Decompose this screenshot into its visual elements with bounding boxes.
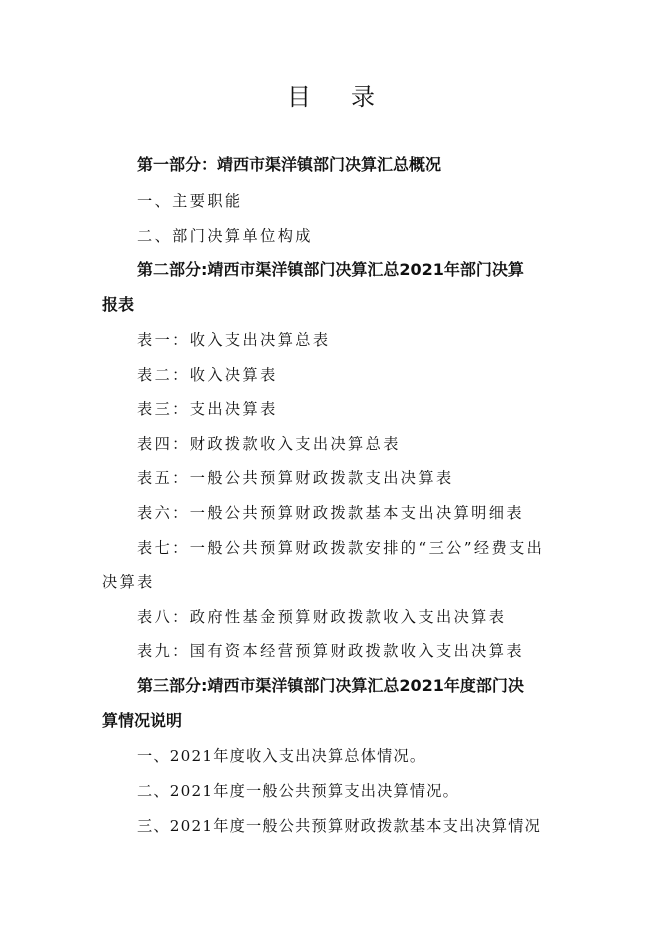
- toc-item-continued: 决算表: [102, 573, 155, 591]
- part2-heading-continued: 报表: [102, 295, 135, 314]
- part1-heading: 第一部分：靖西市渠洋镇部门决算汇总概况: [137, 155, 442, 174]
- toc-item: 表五：一般公共预算财政拨款支出决算表: [137, 469, 454, 487]
- toc-item: 三、2021年度一般公共预算财政拨款基本支出决算情况: [137, 817, 541, 835]
- toc-item: 表四：财政拨款收入支出决算总表: [137, 435, 401, 453]
- toc-item: 表七：一般公共预算财政拨款安排的“三公”经费支出: [137, 539, 545, 557]
- part2-heading: 第二部分:靖西市渠洋镇部门决算汇总2021年部门决算: [137, 260, 524, 279]
- toc-item: 表一：收入支出决算总表: [137, 331, 331, 349]
- part3-heading-continued: 算情况说明: [102, 711, 183, 730]
- toc-item: 一、主要职能: [137, 192, 243, 210]
- toc-item: 表九：国有资本经营预算财政拨款收入支出决算表: [137, 642, 524, 660]
- toc-item: 表六：一般公共预算财政拨款基本支出决算明细表: [137, 504, 524, 522]
- toc-item: 二、2021年度一般公共预算支出决算情况。: [137, 782, 460, 800]
- part3-heading: 第三部分:靖西市渠洋镇部门决算汇总2021年度部门决: [137, 676, 524, 695]
- page-title: 目录: [287, 83, 415, 111]
- toc-item: 表二：收入决算表: [137, 366, 278, 384]
- toc-item: 表三：支出决算表: [137, 400, 278, 418]
- toc-item: 表八：政府性基金预算财政拨款收入支出决算表: [137, 608, 507, 626]
- toc-item: 二、部门决算单位构成: [137, 227, 313, 245]
- toc-item: 一、2021年度收入支出决算总体情况。: [137, 747, 427, 765]
